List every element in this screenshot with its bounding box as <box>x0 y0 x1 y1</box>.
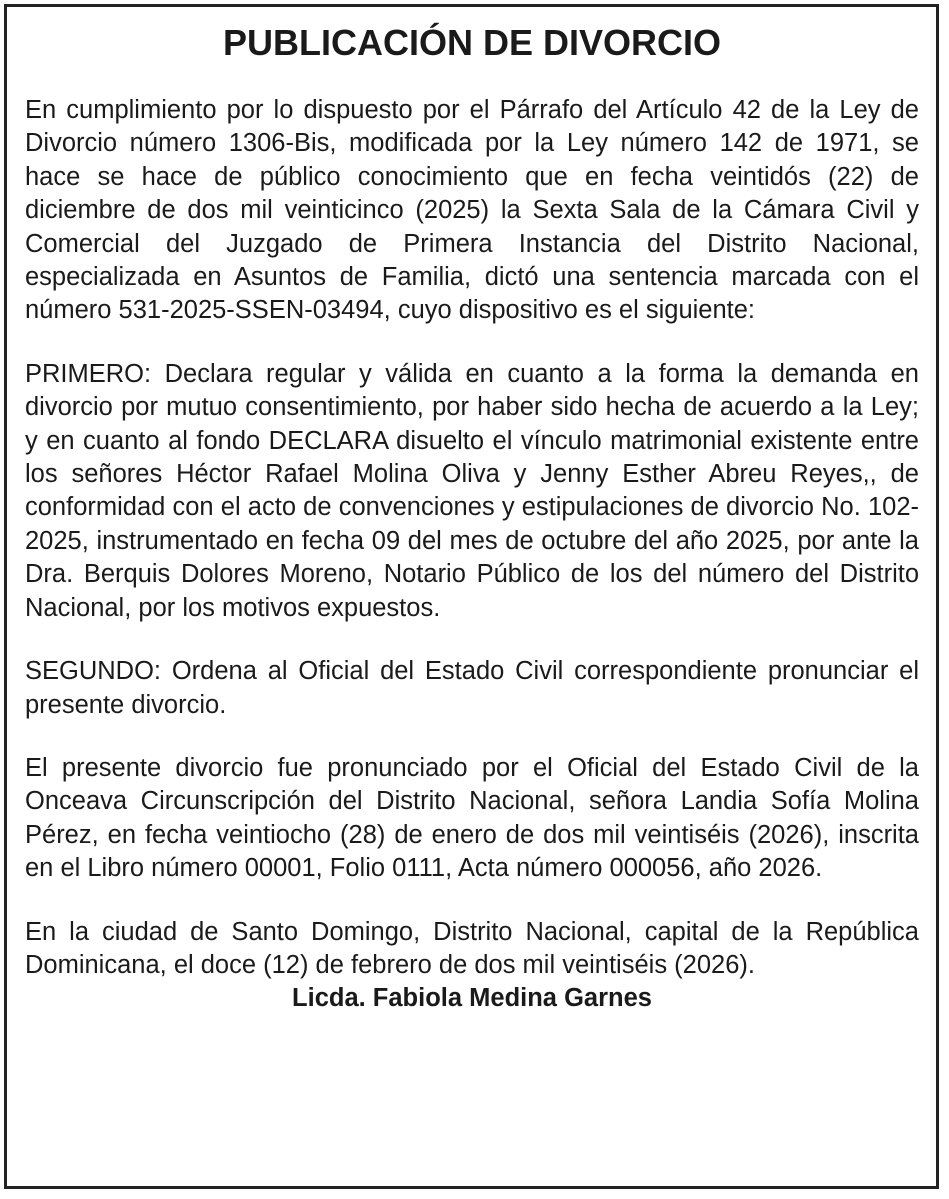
notice-title: PUBLICACIÓN DE DIVORCIO <box>222 22 722 63</box>
paragraph-closing: En la ciudad de Santo Domingo, Distrito Nacional, capital de la República Dominicana, el doce (12) de febrero de dos mil veintiséis (2026). <box>25 917 919 979</box>
notice-content <box>25 22 919 1016</box>
paragraph-intro: En cumplimiento por lo dispuesto por el Párrafo del Artículo 42 de la Ley de Divorcio número 1306-Bis, modificada por la Ley número 142 de 1971, se hace se hace de público conocimiento que en fecha veintidós (22) de diciembre de dos mil veinticinco (2025) la Sexta Sala de la Cámara Civil y Comercial del Juzgado de Primera Instancia del Distrito Nacional, especializada en Asuntos de Familia, dictó una sentencia marcada con el número 531-2025-SSEN-03494, cuyo dispositivo es el siguiente: <box>25 96 919 325</box>
paragraph-pronunciation: El presente divorcio fue pronunciado por el Oficial del Estado Civil de la Onceava Circunscripción del Distrito Nacional, señora Landia Sofía Molina Pérez, en fecha veintiocho (28) de enero de dos mil veintiséis (2026), inscrita en el Libro número 00001, Folio 0111, Acta número 000056, año 2026. <box>25 753 919 883</box>
signature: Licda. Fabiola Medina Garnes <box>292 984 652 1013</box>
paragraph-segundo: SEGUNDO: Ordena al Oficial del Estado Civil correspondiente pronunciar el presente divorcio. <box>25 657 919 719</box>
paragraph-primero: PRIMERO: Declara regular y válida en cuanto a la forma la demanda en divorcio por mutuo consentimiento, por haber sido hecha de acuerdo a la Ley; y en cuanto al fondo DECLARA disuelto el vínculo matrimonial existente entre los señores Héctor Rafael Molina Oliva y Jenny Esther Abreu Reyes,, de conformidad con el acto de convenciones y estipulaciones de divorcio No. 102-2025, instrumentado en fecha 09 del mes de octubre del año 2025, por ante la Dra. Berquis Dolores Moreno, Notario Público de los del número del Distrito Nacional, por los motivos expuestos. <box>25 359 919 622</box>
